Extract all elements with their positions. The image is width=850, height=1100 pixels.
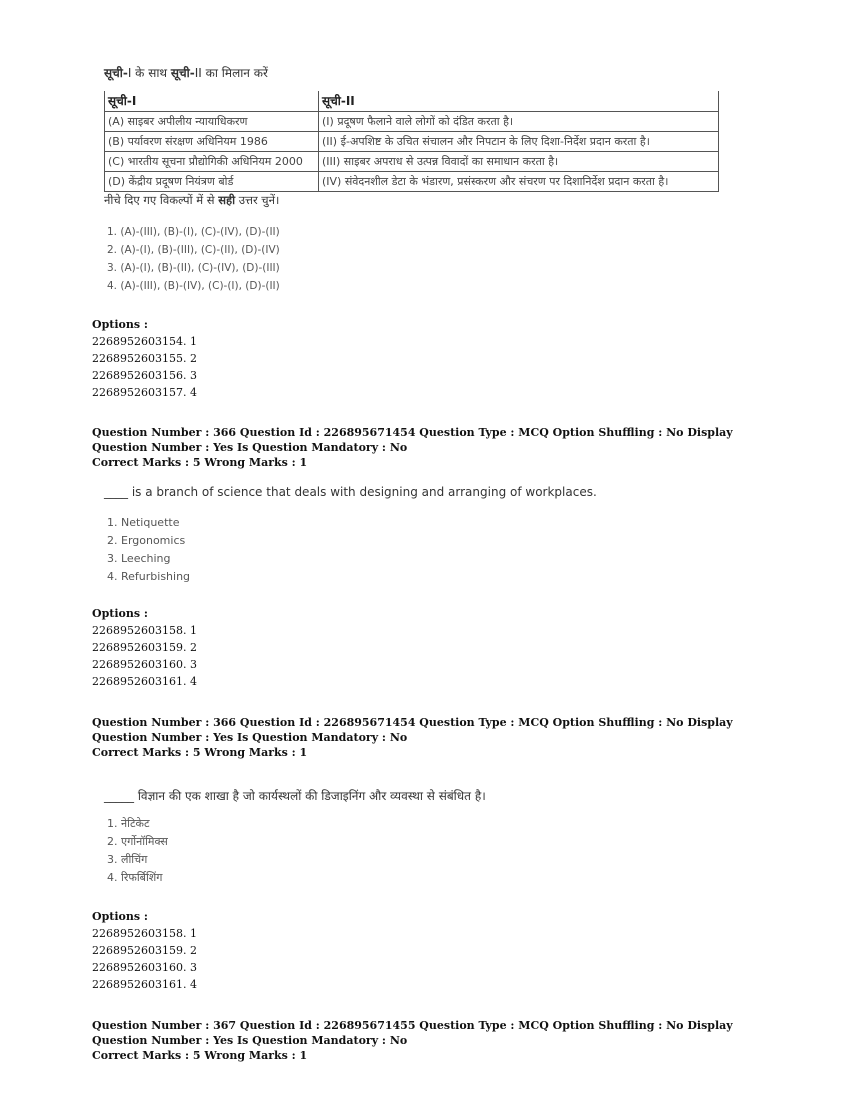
list2-cell: (II) ई-अपशिष्ट के उचित संचालन और निपटान के लिए दिशा-निर्देश प्रदान करता है।: [319, 131, 719, 151]
list2-header: सूची-II: [319, 91, 719, 111]
list2-cell: (III) साइबर अपराध से उत्पन्न विवादों का समाधान करता है।: [319, 151, 719, 171]
instruction-part-a: नीचे दिए गए विकल्पों में से: [104, 193, 219, 207]
question-meta-line1: Question Number : 366 Question Id : 226895671454 Question Type : MCQ Option Shuffling : No Display Question Number : Yes Is Question Mandatory : No: [92, 716, 733, 744]
option-id: 2268952603159. 2: [92, 944, 197, 957]
list1-cell: (A) साइबर अपीलीय न्यायाधिकरण: [105, 111, 319, 131]
table-row: [105, 111, 719, 131]
list1-cell: (B) पर्यावरण संरक्षण अधिनियम 1986: [105, 131, 319, 151]
question-meta: [92, 715, 772, 760]
choice-item: 3. (A)-(I), (B)-(II), (C)-(IV), (D)-(III): [107, 262, 280, 274]
question-meta-line2: Correct Marks : 5 Wrong Marks : 1: [92, 746, 308, 759]
match-table-header: [105, 91, 719, 111]
choice-item: 4. (A)-(III), (B)-(IV), (C)-(I), (D)-(II): [107, 280, 280, 292]
option-id: 2268952603160. 3: [92, 658, 197, 671]
options-block: [92, 605, 197, 690]
intro-bold-c: सूची-: [170, 66, 195, 80]
choice-item: 1. (A)-(III), (B)-(I), (C)-(IV), (D)-(II): [107, 226, 280, 238]
option-id: 2268952603158. 1: [92, 927, 197, 940]
options-label: Options :: [92, 910, 148, 923]
option-id: 2268952603161. 4: [92, 675, 197, 688]
instruction-bold: सही: [218, 193, 236, 207]
question-meta-line2: Correct Marks : 5 Wrong Marks : 1: [92, 1049, 308, 1062]
choice-item: 2. Ergonomics: [107, 534, 186, 547]
list2-cell: (I) प्रदूषण फैलाने वाले लोगों को दंडित करता है।: [319, 111, 719, 131]
question-meta-line2: Correct Marks : 5 Wrong Marks : 1: [92, 456, 308, 469]
option-id: 2268952603155. 2: [92, 352, 197, 365]
options-label: Options :: [92, 318, 148, 331]
list2-cell: (IV) संवेदनशील डेटा के भंडारण, प्रसंस्करण और संचरण पर दिशानिर्देश प्रदान करता है।: [319, 171, 719, 191]
list1-cell: (D) केंद्रीय प्रदूषण नियंत्रण बोर्ड: [105, 171, 319, 191]
table-row: [105, 151, 719, 171]
choice-item: 1. Netiquette: [107, 516, 180, 529]
option-id: 2268952603161. 4: [92, 978, 197, 991]
choice-item: 1. नेटिकेट: [107, 817, 150, 830]
match-options: [92, 316, 197, 401]
question-meta-line1: Question Number : 366 Question Id : 226895671454 Question Type : MCQ Option Shuffling : No Display Question Number : Yes Is Question Mandatory : No: [92, 426, 733, 454]
question-meta: [92, 425, 772, 470]
intro-bold-a: सूची-: [104, 66, 128, 80]
choice-item: 2. (A)-(I), (B)-(III), (C)-(II), (D)-(IV): [107, 244, 280, 256]
question-meta: [92, 1018, 772, 1063]
choice-item: 3. लीचिंग: [107, 853, 148, 866]
list1-header: सूची-I: [105, 91, 319, 111]
choice-item: 2. एर्गोनॉमिक्स: [107, 835, 168, 848]
table-row: [105, 131, 719, 151]
list1-cell: (C) भारतीय सूचना प्रौद्योगिकी अधिनियम 2000: [105, 151, 319, 171]
match-choices-list: [107, 223, 280, 295]
options-block: [92, 908, 197, 993]
options-label: Options :: [92, 607, 148, 620]
answer-instruction: [104, 193, 279, 208]
option-id: 2268952603156. 3: [92, 369, 197, 382]
option-id: 2268952603157. 4: [92, 386, 197, 399]
choice-item: 3. Leeching: [107, 552, 171, 565]
choices-list: [107, 514, 190, 586]
question-text: ____ is a branch of science that deals with designing and arranging of workplaces.: [104, 485, 597, 499]
intro-text-b: I के साथ: [127, 66, 171, 80]
match-question-intro: [104, 64, 268, 81]
intro-text-d: II का मिलान करें: [194, 66, 268, 80]
option-id: 2268952603154. 1: [92, 335, 197, 348]
option-id: 2268952603158. 1: [92, 624, 197, 637]
question-text: _____ विज्ञान की एक शाखा है जो कार्यस्थलों की डिजाइनिंग और व्यवस्था से संबंधित है।: [104, 789, 486, 803]
option-id: 2268952603160. 3: [92, 961, 197, 974]
choice-item: 4. Refurbishing: [107, 570, 191, 583]
choice-item: 4. रिफर्बिशिंग: [107, 871, 163, 884]
choices-list: [107, 815, 168, 887]
table-row: [105, 171, 719, 191]
question-meta-line1: Question Number : 367 Question Id : 226895671455 Question Type : MCQ Option Shuffling : No Display Question Number : Yes Is Question Mandatory : No: [92, 1019, 733, 1047]
instruction-part-c: उत्तर चुनें।: [235, 193, 280, 207]
option-id: 2268952603159. 2: [92, 641, 197, 654]
match-table: [104, 91, 719, 192]
